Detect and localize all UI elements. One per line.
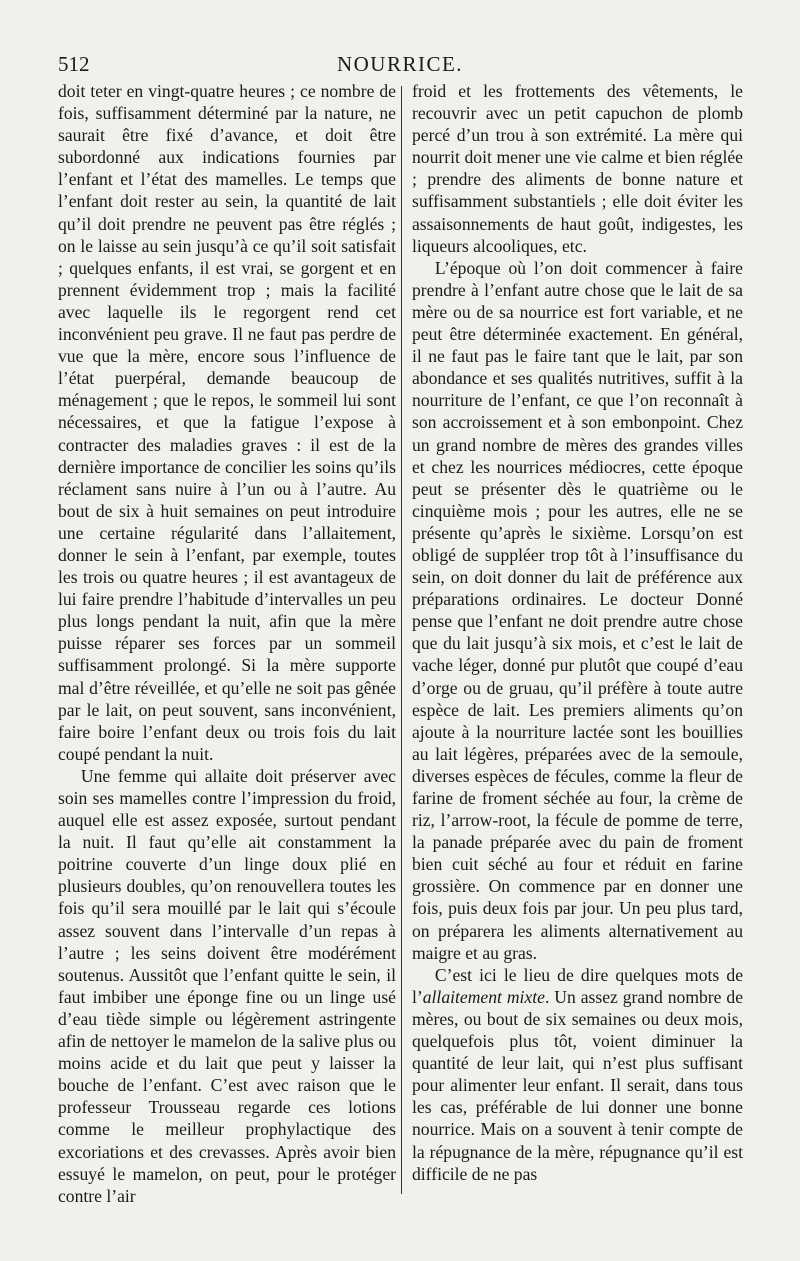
page-number: 512 bbox=[58, 52, 90, 76]
running-title: NOURRICE. bbox=[336, 52, 464, 76]
text-run: . Un assez grand nombre de mères, ou bout de six semaines ou deux mois, quelquefois plus tôt, voient diminuer la quantité de leur lait, qui n’est plus suffisant pour alimenter leur enfant. Il serait, dans tous les cas, préférable de lui donner une bonne nourrice. Mais on a souvent à tenir compte de la répugnance de la mère, répugnance qu’il est difficile de ne pas bbox=[412, 986, 744, 1184]
paragraph: Une femme qui allaite doit préserver avec soin ses mamelles contre l’impression du froid, auquel elle est assez exposée, surtout pendant la nuit. Il faut qu’elle ait constamment la poitrine couverte d’un linge doux plié en plusieurs doubles, qu’on renouvellera toutes les fois qu’il sera mouillé par le lait qui s’écoule assez souvent dans l’intervalle d’un repas à l’autre ; les seins doivent être modérément soutenus. Aussitôt que l’enfant quitte le sein, il faut imbiber une éponge fine ou un linge usé d’eau tiède simple ou légèrement astringente afin de nettoyer le mamelon de la salive plus ou moins acide et du lait que peut y laisser la bouche de l’enfant. C’est avec raison que le professeur Trousseau regarde ces lotions comme le meilleur prophylactique des excoriations et des crevasses. Après avoir bien essuyé le mamelon, on peut, pour le protéger contre l’air bbox=[58, 765, 396, 1206]
paragraph bbox=[412, 964, 743, 1185]
paragraph: doit teter en vingt-quatre heures ; ce nombre de fois, suffisamment déterminé par la nature, ne saurait être fixé d’avance, et doit être subordonné aux indications fournies par l’enfant et l’état des mamelles. Le temps que l’enfant doit rester au sein, la quantité de lait qu’il doit prendre ne peuvent pas être réglés ; on le laisse au sein jusqu’à ce qu’il soit satisfait ; quelques enfants, il est vrai, se gorgent et en prennent évidemment trop ; mais la facilité avec laquelle ils le regorgent rend cet inconvénient peu grave. Il ne faut pas perdre de vue que la mère, encore sous l’influence de l’état puerpéral, demande beaucoup de ménagement ; que le repos, le sommeil lui sont nécessaires, et que la fatigue l’expose à contracter des maladies graves : il est de la dernière importance de concilier les soins qu’ils réclament sans nuire à l’un ou à l’autre. Au bout de six à huit semaines on peut introduire une certaine régularité dans l’allaitement, donner le sein à l’enfant, par exemple, toutes les trois ou quatre heures ; il est avantageux de lui faire prendre l’habitude d’intervalles un peu plus longs pendant la nuit, afin que la mère puisse réparer ses forces par un sommeil suffisamment prolongé. Si la mère supporte mal d’être réveillée, et qu’elle ne soit pas gênée par le lait, on peut souvent, sans inconvénient, faire boire l’enfant deux ou trois fois du lait coupé pendant la nuit. bbox=[58, 81, 396, 764]
paragraph: L’époque où l’on doit commencer à faire prendre à l’enfant autre chose que le lait de sa mère ou de sa nourrice est fort variable, et ne peut être déterminée exactement. En général, il ne faut pas le faire tant que le lait, par son abondance et ses qualités nutritives, suffit à la nourriture de l’enfant, ce que l’on reconnaît à son accroissement et à son embonpoint. Chez un grand nombre de mères des grandes villes et chez les nourrices médiocres, cette époque peut se présenter dès le quatrième ou le cinquième mois ; pour les autres, elle ne se présente qu’après le sixième. Lorsqu’on est obligé de suppléer trop tôt à l’insuffisance du sein, on doit donner du lait de préférence aux préparations ordinaires. Le docteur Donné pense que l’enfant ne doit prendre autre chose que du lait jusqu’à six mois, et c’est le lait de vache léger, donné pur plutôt que coupé d’eau d’orge ou de gruau, qu’il préfère à toute autre espèce de lait. Les premiers aliments qu’on ajoute à la nourriture lactée sont les bouillies au lait légères, préparées avec de la semoule, diverses espèces de fécules, comme la fleur de farine de froment séchée au four, la crème de riz, l’arrow-root, la fécule de pomme de terre, la panade préparée avec du pain de froment bien cuit séché au four et réduit en farine grossière. On commence par en donner une fois, puis deux fois par jour. Un peu plus tard, on préparera les aliments alternativement au maigre et au gras. bbox=[412, 257, 743, 963]
left-column bbox=[58, 80, 396, 1207]
column-divider bbox=[401, 86, 402, 1194]
italic-term: allaitement mixte bbox=[422, 986, 545, 1007]
paragraph: froid et les frottements des vêtements, le recouvrir avec un petit capuchon de plomb percé d’un trou à son extrémité. La mère qui nourrit doit mener une vie calme et bien réglée ; prendre des aliments de bonne nature et suffisamment substantiels ; elle doit éviter les assaisonnements de haut goût, indigestes, les liqueurs alcooliques, etc. bbox=[412, 81, 743, 256]
text-run: C’est ici le lieu de dire quelques mots de l’ bbox=[412, 964, 743, 1007]
page-header bbox=[58, 52, 742, 80]
right-column bbox=[412, 80, 743, 1185]
